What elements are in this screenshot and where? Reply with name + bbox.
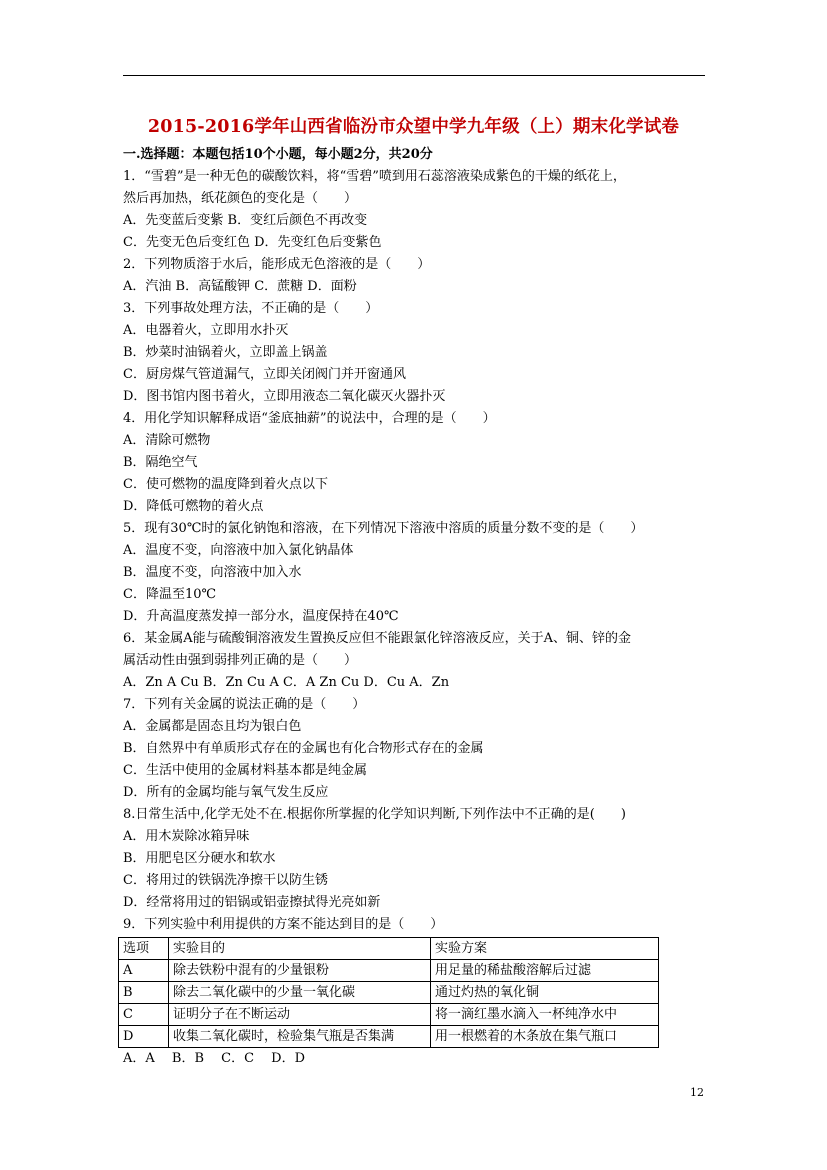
options-table	[118, 937, 659, 1048]
text-line: 5．现有30℃时的氯化钠饱和溶液，在下列情况下溶液中溶质的质量分数不变的是（ ）	[123, 521, 644, 536]
answer-choices: A．A B．B C．C D．D	[123, 1051, 306, 1066]
table-header-cell: 实验目的	[169, 938, 431, 960]
header-rule	[123, 75, 705, 76]
text-line: D．经常将用过的铝锅或铝壶擦拭得光亮如新	[123, 895, 381, 910]
text-line: B．温度不变，向溶液中加入水	[123, 565, 302, 580]
text-line: 9．下列实验中利用提供的方案不能达到目的是（ ）	[123, 917, 444, 932]
text-line: A．Zn A Cu B．Zn Cu A C．A Zn Cu D．Cu A．Zn	[123, 675, 450, 690]
table-cell: 除去二氧化碳中的少量一氧化碳	[169, 982, 431, 1004]
text-line: B．自然界中有单质形式存在的金属也有化合物形式存在的金属	[123, 741, 484, 756]
text-line: 4．用化学知识解释成语“釜底抽薪”的说法中，合理的是（ ）	[123, 411, 496, 426]
text-line: C．将用过的铁锅洗净擦干以防生锈	[123, 873, 328, 888]
text-line: 属活动性由强到弱排列正确的是（ ）	[123, 653, 358, 668]
section-heading: 一.选择题：本题包括10个小题，每小题2分，共20分	[123, 147, 433, 162]
table-row	[119, 960, 659, 982]
text-line: 7．下列有关金属的说法正确的是（ ）	[123, 697, 366, 712]
text-line: D．升高温度蒸发掉一部分水，温度保持在40℃	[123, 609, 399, 624]
text-line: 2．下列物质溶于水后，能形成无色溶液的是（ ）	[123, 257, 431, 272]
table-cell: 通过灼热的氧化铜	[431, 982, 659, 1004]
text-line: A．清除可燃物	[123, 433, 211, 448]
text-line: B．炒菜时油锅着火，立即盖上锅盖	[123, 345, 328, 360]
text-line: D．降低可燃物的着火点	[123, 499, 264, 514]
table-cell: B	[119, 982, 169, 1004]
page-number: 12	[690, 1086, 704, 1099]
text-line: B．隔绝空气	[123, 455, 198, 470]
table-cell: 用一根燃着的木条放在集气瓶口	[431, 1026, 659, 1048]
text-line: A．用木炭除冰箱异味	[123, 829, 250, 844]
text-line: 1．“雪碧”是一种无色的碳酸饮料，将“雪碧”喷到用石蕊溶液染成紫色的干燥的纸花上，	[123, 169, 626, 184]
table-row	[119, 982, 659, 1004]
table-row	[119, 1026, 659, 1048]
text-line: C．降温至10℃	[123, 587, 217, 602]
text-line: B．用肥皂区分硬水和软水	[123, 851, 276, 866]
text-line: A．温度不变，向溶液中加入氯化钠晶体	[123, 543, 354, 558]
text-line: C．先变无色后变红色 D．先变红色后变紫色	[123, 235, 382, 250]
table-cell: D	[119, 1026, 169, 1048]
text-line: C．使可燃物的温度降到着火点以下	[123, 477, 328, 492]
text-line: A．汽油 B．高锰酸钾 C．蔗糖 D．面粉	[123, 279, 357, 294]
table-cell: 除去铁粉中混有的少量银粉	[169, 960, 431, 982]
text-line: 3．下列事故处理方法，不正确的是（ ）	[123, 301, 379, 316]
table-cell: A	[119, 960, 169, 982]
table-header-cell: 实验方案	[431, 938, 659, 960]
table-cell: 证明分子在不断运动	[169, 1004, 431, 1026]
text-line: C．生活中使用的金属材料基本都是纯金属	[123, 763, 367, 778]
text-line: 然后再加热，纸花颜色的变化是（ ）	[123, 191, 358, 206]
table-row	[119, 1004, 659, 1026]
question-lines	[123, 166, 713, 936]
text-line: A．先变蓝后变紫 B．变红后颜色不再改变	[123, 213, 368, 228]
text-line: 6．某金属A能与硫酸铜溶液发生置换反应但不能跟氯化锌溶液反应，关于A、铜、锌的金	[123, 631, 632, 646]
table-cell: 将一滴红墨水滴入一杯纯净水中	[431, 1004, 659, 1026]
text-line: C．厨房煤气管道漏气，立即关闭阀门并开窗通风	[123, 367, 406, 382]
document-title: 2015-2016学年山西省临汾市众望中学九年级（上）期末化学试卷	[147, 117, 680, 137]
table-cell: C	[119, 1004, 169, 1026]
table-header-cell: 选项	[119, 938, 169, 960]
text-line: A．电器着火，立即用水扑灭	[123, 323, 289, 338]
text-line: A．金属都是固态且均为银白色	[123, 719, 302, 734]
table-cell: 用足量的稀盐酸溶解后过滤	[431, 960, 659, 982]
text-line: D．图书馆内图书着火，立即用液态二氧化碳灭火器扑灭	[123, 389, 446, 404]
text-line: 8.日常生活中,化学无处不在.根据你所掌握的化学知识判断,下列作法中不正确的是( )	[123, 807, 626, 822]
table-header-row	[119, 938, 659, 960]
table-cell: 收集二氧化碳时，检验集气瓶是否集满	[169, 1026, 431, 1048]
text-line: D．所有的金属均能与氧气发生反应	[123, 785, 329, 800]
document-body	[123, 144, 713, 1070]
